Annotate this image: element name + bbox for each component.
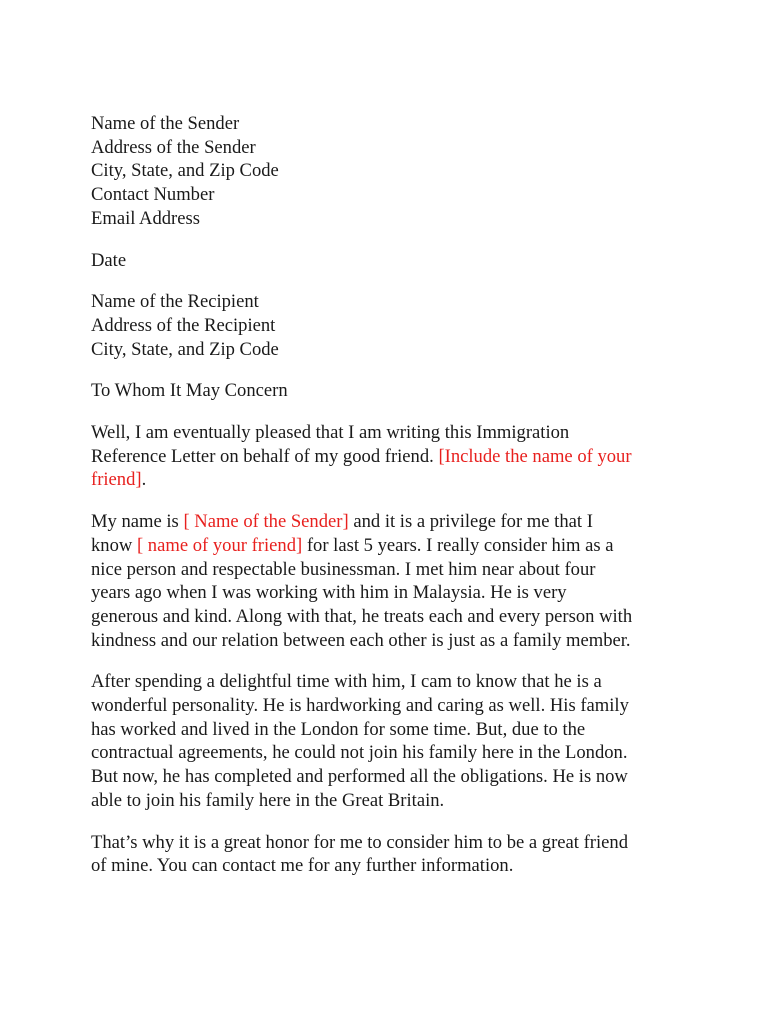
recipient-block	[91, 290, 691, 361]
paragraph-line	[91, 510, 691, 534]
paragraph-closing	[91, 831, 691, 878]
paragraph-line: generous and kind. Along with that, he treats each and every person with	[91, 605, 633, 627]
letter-body	[91, 112, 691, 896]
paragraph-text: and it is a privilege for me that I	[348, 511, 593, 533]
paragraph-line: able to join his family here in the Great Britain.	[91, 789, 445, 811]
paragraph-text: .	[141, 469, 147, 491]
paragraph-line: After spending a delightful time with him, I cam to know that he is a	[91, 671, 602, 693]
salutation: To Whom It May Concern	[91, 380, 288, 402]
paragraph-line: wonderful personality. He is hardworking and caring as well. His family	[91, 695, 629, 717]
sender-name-placeholder: [ Name of the Sender]	[183, 511, 349, 533]
paragraph-line	[91, 468, 691, 492]
paragraph-text: Reference Letter on behalf of my good friend.	[91, 445, 439, 467]
paragraph-personality	[91, 670, 691, 812]
paragraph-line: Well, I am eventually pleased that I am writing this Immigration	[91, 422, 570, 444]
paragraph-about-friend	[91, 510, 691, 652]
paragraph-line	[91, 534, 691, 558]
sender-address: Address of the Sender	[91, 136, 256, 158]
paragraph-intro	[91, 421, 691, 492]
friend-name-placeholder: [Include the name of your	[438, 445, 632, 467]
date-block	[91, 249, 691, 273]
recipient-address: Address of the Recipient	[91, 314, 276, 336]
paragraph-line: of mine. You can contact me for any further information.	[91, 855, 514, 877]
sender-city-state-zip: City, State, and Zip Code	[91, 160, 279, 182]
salutation-block	[91, 379, 691, 403]
paragraph-text: know	[91, 534, 137, 556]
paragraph-line: years ago when I was working with him in Malaysia. He is very	[91, 582, 567, 604]
paragraph-line: contractual agreements, he could not join his family here in the London.	[91, 742, 628, 764]
paragraph-text: for last 5 years. I really consider him as a	[302, 534, 614, 556]
friend-name-placeholder-end: friend]	[91, 469, 142, 491]
paragraph-line: That’s why it is a great honor for me to consider him to be a great friend	[91, 831, 628, 853]
letter-date: Date	[91, 249, 127, 271]
sender-name: Name of the Sender	[91, 113, 240, 134]
recipient-city-state-zip: City, State, and Zip Code	[91, 338, 279, 360]
paragraph-line: kindness and our relation between each other is just as a family member.	[91, 629, 631, 651]
paragraph-line: But now, he has completed and performed all the obligations. He is now	[91, 766, 628, 788]
sender-email: Email Address	[91, 207, 200, 229]
sender-contact: Contact Number	[91, 184, 215, 206]
recipient-name: Name of the Recipient	[91, 291, 259, 313]
paragraph-text: My name is	[91, 511, 184, 533]
paragraph-line: has worked and lived in the London for some time. But, due to the	[91, 718, 586, 740]
paragraph-line	[91, 445, 691, 469]
paragraph-line: nice person and respectable businessman. I met him near about four	[91, 558, 596, 580]
sender-block	[91, 112, 691, 231]
friend-name-placeholder: [ name of your friend]	[136, 534, 303, 556]
